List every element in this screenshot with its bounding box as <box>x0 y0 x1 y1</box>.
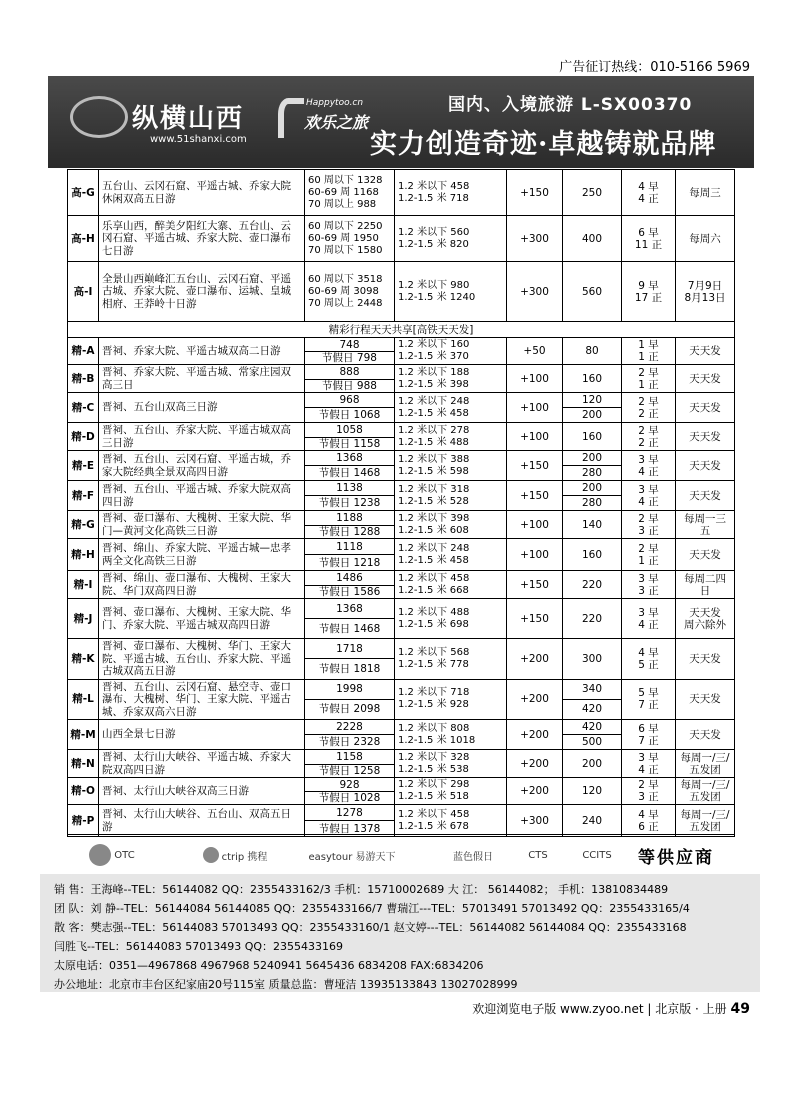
tour-code: 精-D <box>68 423 99 451</box>
globe-icon <box>70 96 128 138</box>
child-price-line: 1.2 米以下 980 <box>398 279 470 291</box>
slogan: 实力创造奇迹·卓越铸就品牌 <box>370 129 717 160</box>
tour-route: 全景山西巅峰汇五台山、云冈石窟、平遥古城、乔家大院、壶口瀑布、运城、皇城相府、王莽岭十日游 <box>99 262 305 322</box>
tour-row <box>68 216 735 262</box>
child-price-line: 1.2-1.5 米 598 <box>398 465 469 477</box>
departure-schedule: 天天发 <box>676 720 735 750</box>
child-price <box>395 539 507 571</box>
price-diff: +200 <box>507 679 563 720</box>
holiday-price: 节假日 1068 <box>305 408 395 423</box>
meals: 6 早 7 正 <box>622 720 676 750</box>
tour-code: 精-F <box>68 481 99 511</box>
tour-price: 748 <box>305 338 395 352</box>
tour-route: 晋祠、壶口瀑布、大槐树、王家大院、华门、乔家大院、平遥古城双高四日游 <box>99 599 305 639</box>
holiday-price: 节假日 1468 <box>305 619 395 639</box>
tour-route: 晋祠、壶口瀑布、大槐树、华门、王家大院、平遥古城、五台山、乔家大院、平遥古城双高五日游 <box>99 639 305 680</box>
tour-row <box>68 805 735 821</box>
holiday-price: 节假日 1028 <box>305 792 395 805</box>
tour-row <box>68 338 735 352</box>
child-price <box>395 481 507 511</box>
tour-row <box>68 539 735 555</box>
child-price <box>395 805 507 837</box>
price-diff: +200 <box>507 639 563 680</box>
departure-schedule: 天天发 <box>676 679 735 720</box>
price-diff: +100 <box>507 539 563 571</box>
child-price <box>395 778 507 805</box>
contact-sales: 销 售：王海峰--TEL：56144082 QQ：2355433162/3 手机：15710002689 大 江： 56144082； 手机：13810834489 <box>54 883 669 896</box>
price-diff: +150 <box>507 451 563 481</box>
child-price-line: 1.2 米以下 488 <box>398 606 470 618</box>
child-price <box>395 571 507 599</box>
ccits-logo: CCITS <box>582 849 612 861</box>
tour-route: 乐享山西，醉美夕阳红大寨、五台山、云冈石窟、平遥古城、乔家大院、壶口瀑布七日游 <box>99 216 305 262</box>
holiday-price: 节假日 1258 <box>305 764 395 777</box>
holiday-price: 节假日 2098 <box>305 699 395 719</box>
price-diff: +300 <box>507 805 563 837</box>
single-supplement-alt: 200 <box>563 408 622 423</box>
child-price <box>395 262 507 322</box>
meals: 2 早 2 正 <box>622 423 676 451</box>
single-supplement: 200 <box>563 451 622 466</box>
single-supplement: 220 <box>563 571 622 599</box>
single-supplement: 340 <box>563 679 622 699</box>
departure-schedule: 每周一三五 <box>676 511 735 539</box>
tour-row <box>68 481 735 496</box>
tour-code: 精-O <box>68 778 99 805</box>
tour-code: 高-G <box>68 170 99 216</box>
child-price-line: 1.2 米以下 568 <box>398 646 470 658</box>
price-diff: +150 <box>507 599 563 639</box>
logo-text: 纵横山西 <box>132 104 245 134</box>
child-price <box>395 679 507 720</box>
tour-price: 1158 <box>305 750 395 765</box>
page-footer <box>472 1000 750 1017</box>
meals: 2 早 3 正 <box>622 511 676 539</box>
tour-price: 1368 <box>305 451 395 466</box>
child-price-line: 1.2-1.5 米 458 <box>398 407 469 419</box>
contact-address: 办公地址：北京市丰台区纪家庙20号115室 质量总监：曹垭洁 13935133843 13027028999 <box>54 978 518 991</box>
price-diff: +300 <box>507 262 563 322</box>
child-price-line: 1.2-1.5 米 398 <box>398 378 469 390</box>
tour-route: 晋祠、乔家大院、平遥古城、常家庄园双高三日 <box>99 365 305 393</box>
otc-icon <box>89 844 111 866</box>
tour-row <box>68 639 735 659</box>
child-price-line: 1.2 米以下 318 <box>398 483 470 495</box>
price-diff: +200 <box>507 720 563 750</box>
child-price <box>395 750 507 778</box>
child-price-line: 1.2-1.5 米 1240 <box>398 291 476 303</box>
tour-code: 精-E <box>68 451 99 481</box>
price-tier: 70 周以上 2448 <box>308 297 383 309</box>
tour-price: 1278 <box>305 805 395 821</box>
tour-price-tiers <box>305 170 395 216</box>
child-price-line: 1.2 米以下 298 <box>398 779 470 790</box>
tour-price: 1188 <box>305 511 395 526</box>
single-supplement-alt: 280 <box>563 466 622 481</box>
supplier-logos <box>67 834 734 872</box>
tour-price: 1138 <box>305 481 395 496</box>
meals: 2 早 1 正 <box>622 365 676 393</box>
child-price-line: 1.2-1.5 米 608 <box>398 524 469 536</box>
child-price <box>395 338 507 365</box>
tour-code: 精-J <box>68 599 99 639</box>
holiday-price: 节假日 1288 <box>305 525 395 538</box>
tour-row <box>68 423 735 438</box>
child-price-line: 1.2-1.5 米 528 <box>398 495 469 507</box>
child-price <box>395 216 507 262</box>
price-diff: +200 <box>507 750 563 778</box>
holiday-price: 节假日 798 <box>305 352 395 365</box>
tour-route: 山西全景七日游 <box>99 720 305 750</box>
ctrip-logo: ctrip 携程 <box>195 843 275 867</box>
single-supplement: 420 <box>563 720 622 735</box>
otc-logo: OTC <box>77 843 147 867</box>
holiday-price: 节假日 1468 <box>305 466 395 481</box>
single-supplement: 250 <box>563 170 622 216</box>
tour-route: 晋祠、太行山大峡谷、平遥古城、乔家大院双高四日游 <box>99 750 305 778</box>
tour-code: 精-K <box>68 639 99 680</box>
tour-price: 928 <box>305 778 395 792</box>
partner-mark-icon <box>278 98 304 138</box>
departure-schedule: 天天发 <box>676 423 735 451</box>
single-supplement-alt: 420 <box>563 699 622 719</box>
meals: 9 早 17 正 <box>622 262 676 322</box>
ctrip-icon <box>203 847 219 863</box>
header-banner <box>48 76 754 168</box>
price-tier: 60-69 周 1168 <box>308 186 379 198</box>
meals: 5 早 7 正 <box>622 679 676 720</box>
tour-row <box>68 571 735 586</box>
child-price-line: 1.2-1.5 米 518 <box>398 791 469 802</box>
tour-price: 1998 <box>305 679 395 699</box>
tour-route: 晋祠、五台山、乔家大院、平遥古城双高三日游 <box>99 423 305 451</box>
tour-row <box>68 750 735 765</box>
meals: 4 早 5 正 <box>622 639 676 680</box>
cts-logo: CTS <box>528 849 548 861</box>
child-price-line: 1.2-1.5 米 458 <box>398 554 469 566</box>
tour-route: 晋祠、壶口瀑布、大槐树、王家大院、华门—黄河文化高铁三日游 <box>99 511 305 539</box>
contact-individual-2: 闫胜飞--TEL：56144083 57013493 QQ：2355433169 <box>54 940 344 953</box>
price-diff: +150 <box>507 481 563 511</box>
tour-price: 1058 <box>305 423 395 438</box>
page-number: 49 <box>730 1001 750 1017</box>
footer-text: 欢迎浏览电子版 www.zyoo.net | 北京版 · 上册 <box>472 1002 727 1016</box>
departure-schedule: 天天发 <box>676 393 735 423</box>
single-supplement: 160 <box>563 423 622 451</box>
child-price <box>395 599 507 639</box>
single-supplement: 140 <box>563 511 622 539</box>
departure-schedule: 每周一/三/ 五发团 <box>676 750 735 778</box>
tour-code: 精-A <box>68 338 99 365</box>
tour-route: 晋祠、太行山大峡谷双高三日游 <box>99 778 305 805</box>
price-diff: +100 <box>507 393 563 423</box>
partner-en: Happytoo.cn <box>306 98 364 108</box>
price-diff: +200 <box>507 778 563 805</box>
meals: 4 早 6 正 <box>622 805 676 837</box>
child-price <box>395 423 507 451</box>
holiday-price: 节假日 1158 <box>305 437 395 450</box>
tour-route: 晋祠、五台山、云冈石窟、悬空寺、壶口瀑布、大槐树、华门、王家大院、平遥古城、乔家双高六日游 <box>99 679 305 720</box>
price-diff: +150 <box>507 571 563 599</box>
holiday-price: 节假日 2328 <box>305 735 395 750</box>
single-supplement: 200 <box>563 481 622 496</box>
tour-row <box>68 451 735 466</box>
child-price-line: 1.2 米以下 458 <box>398 808 470 820</box>
child-price-line: 1.2 米以下 160 <box>398 339 470 350</box>
tour-row <box>68 393 735 408</box>
logo-url: www.51shanxi.com <box>150 134 247 145</box>
child-price <box>395 365 507 393</box>
child-price-line: 1.2-1.5 米 678 <box>398 820 469 832</box>
single-supplement: 120 <box>563 393 622 408</box>
brand-logo <box>70 90 260 150</box>
child-price <box>395 393 507 423</box>
partner-cn: 欢乐之旅 <box>304 113 369 132</box>
price-tier: 70 周以下 1580 <box>308 244 383 256</box>
price-tier: 60-69 周 3098 <box>308 285 379 297</box>
price-diff: +50 <box>507 338 563 365</box>
holiday-price: 节假日 1378 <box>305 821 395 837</box>
meals: 4 早 4 正 <box>622 170 676 216</box>
child-price-line: 1.2-1.5 米 928 <box>398 699 469 711</box>
contact-taiyuan: 太原电话：0351—4967868 4967968 5240941 5645436 6834208 FAX:6834206 <box>54 959 484 972</box>
tour-price: 2228 <box>305 720 395 735</box>
price-tier: 70 周以上 988 <box>308 198 377 210</box>
price-tier: 60-69 周 1950 <box>308 232 379 244</box>
blue-holiday-logo: 蓝色假日 <box>453 851 493 863</box>
child-price-line: 1.2 米以下 808 <box>398 722 470 734</box>
child-price <box>395 511 507 539</box>
tour-price: 968 <box>305 393 395 408</box>
price-diff: +300 <box>507 216 563 262</box>
meals: 6 早 11 正 <box>622 216 676 262</box>
contact-individual: 散 客：樊志强--TEL：56144083 57013493 QQ：2355433160/1 赵文婷---TEL：56144082 56144084 QQ：2355433168 <box>54 921 687 934</box>
child-price <box>395 170 507 216</box>
child-price-line: 1.2 米以下 560 <box>398 226 470 238</box>
child-price-line: 1.2 米以下 248 <box>398 542 470 554</box>
meals: 2 早 3 正 <box>622 778 676 805</box>
single-supplement: 200 <box>563 750 622 778</box>
child-price-line: 1.2 米以下 388 <box>398 453 470 465</box>
tour-code: 精-C <box>68 393 99 423</box>
child-price-line: 1.2 米以下 398 <box>398 512 470 524</box>
price-diff: +100 <box>507 365 563 393</box>
tour-code: 精-L <box>68 679 99 720</box>
single-supplement: 220 <box>563 599 622 639</box>
child-price-line: 1.2 米以下 718 <box>398 687 470 699</box>
single-supplement: 300 <box>563 639 622 680</box>
departure-schedule: 天天发 <box>676 481 735 511</box>
departure-schedule: 天天发 周六除外 <box>676 599 735 639</box>
tour-price: 888 <box>305 365 395 380</box>
section-title: 精彩行程天天共享[高铁天天发] <box>68 322 735 338</box>
tour-route: 晋祠、五台山、平遥古城、乔家大院双高四日游 <box>99 481 305 511</box>
departure-schedule: 每周一/三/ 五发团 <box>676 778 735 805</box>
meals: 3 早 3 正 <box>622 571 676 599</box>
tour-price: 1718 <box>305 639 395 659</box>
child-price <box>395 720 507 750</box>
tour-route: 晋祠、五台山、云冈石窟、平遥古城，乔家大院经典全景双高四日游 <box>99 451 305 481</box>
tour-code: 精-N <box>68 750 99 778</box>
meals: 1 早 1 正 <box>622 338 676 365</box>
child-price-line: 1.2-1.5 米 718 <box>398 192 469 204</box>
departure-schedule: 7月9日 8月13日 <box>676 262 735 322</box>
departure-schedule: 每周六 <box>676 216 735 262</box>
child-price-line: 1.2 米以下 458 <box>398 572 470 584</box>
easytour-logo: easytour 易游天下 <box>308 851 396 863</box>
single-supplement: 560 <box>563 262 622 322</box>
single-supplement-alt: 280 <box>563 496 622 511</box>
child-price-line: 1.2 米以下 248 <box>398 395 470 407</box>
single-supplement: 240 <box>563 805 622 837</box>
price-tier: 60 周以下 3518 <box>308 273 383 285</box>
tour-row <box>68 511 735 526</box>
single-supplement: 160 <box>563 365 622 393</box>
contact-info <box>40 874 760 992</box>
price-tier: 60 周以下 1328 <box>308 174 383 186</box>
tour-code: 精-M <box>68 720 99 750</box>
tour-route: 五台山、云冈石窟、平遥古城、乔家大院休闲双高五日游 <box>99 170 305 216</box>
meals: 3 早 4 正 <box>622 451 676 481</box>
tour-code: 高-H <box>68 216 99 262</box>
tour-row <box>68 365 735 380</box>
supplier-label: 等供应商 <box>638 848 714 868</box>
price-diff: +100 <box>507 423 563 451</box>
meals: 3 早 4 正 <box>622 599 676 639</box>
holiday-price: 节假日 1818 <box>305 659 395 679</box>
single-supplement: 120 <box>563 778 622 805</box>
child-price-line: 1.2-1.5 米 820 <box>398 238 469 250</box>
license-subtitle: 国内、入境旅游 L-SX00370 <box>448 95 693 115</box>
tour-route: 晋祠、绵山、壶口瀑布、大槐树、王家大院、华门双高四日游 <box>99 571 305 599</box>
single-supplement-alt: 500 <box>563 735 622 750</box>
ad-hotline: 广告征订热线：010-5166 5969 <box>559 60 750 75</box>
tour-row <box>68 170 735 216</box>
tour-route: 晋祠、乔家大院、平遥古城双高二日游 <box>99 338 305 365</box>
child-price-line: 1.2 米以下 458 <box>398 180 470 192</box>
tour-row <box>68 679 735 699</box>
tour-price-tiers <box>305 216 395 262</box>
tour-row <box>68 720 735 735</box>
child-price-line: 1.2-1.5 米 370 <box>398 351 469 362</box>
tour-code: 精-G <box>68 511 99 539</box>
tour-price-tiers <box>305 262 395 322</box>
meals: 3 早 4 正 <box>622 481 676 511</box>
child-price-line: 1.2-1.5 米 668 <box>398 584 469 596</box>
departure-schedule: 每周三 <box>676 170 735 216</box>
child-price <box>395 451 507 481</box>
departure-schedule: 天天发 <box>676 539 735 571</box>
tour-code: 精-H <box>68 539 99 571</box>
departure-schedule: 每周二四日 <box>676 571 735 599</box>
tour-row <box>68 599 735 619</box>
holiday-price: 节假日 1238 <box>305 496 395 511</box>
tour-row <box>68 778 735 792</box>
child-price-line: 1.2-1.5 米 778 <box>398 658 469 670</box>
price-diff: +100 <box>507 511 563 539</box>
child-price-line: 1.2-1.5 米 538 <box>398 763 469 775</box>
holiday-price: 节假日 1218 <box>305 555 395 571</box>
tour-code: 精-B <box>68 365 99 393</box>
holiday-price: 节假日 1586 <box>305 585 395 598</box>
tour-code: 高-I <box>68 262 99 322</box>
tour-price-table <box>67 169 735 837</box>
departure-schedule: 天天发 <box>676 639 735 680</box>
departure-schedule: 天天发 <box>676 451 735 481</box>
tour-route: 晋祠、五台山双高三日游 <box>99 393 305 423</box>
child-price-line: 1.2-1.5 米 698 <box>398 618 469 630</box>
meals: 2 早 1 正 <box>622 539 676 571</box>
tour-route: 晋祠、太行山大峡谷、五台山、双高五日游 <box>99 805 305 837</box>
departure-schedule: 天天发 <box>676 338 735 365</box>
meals: 2 早 2 正 <box>622 393 676 423</box>
departure-schedule: 天天发 <box>676 365 735 393</box>
tour-route: 晋祠、绵山、乔家大院、平遥古城—忠孝两全文化高铁三日游 <box>99 539 305 571</box>
child-price <box>395 639 507 680</box>
tour-code: 精-I <box>68 571 99 599</box>
price-diff: +150 <box>507 170 563 216</box>
tour-row <box>68 262 735 322</box>
child-price-line: 1.2 米以下 188 <box>398 366 470 378</box>
single-supplement: 80 <box>563 338 622 365</box>
tour-code: 精-P <box>68 805 99 837</box>
holiday-price: 节假日 988 <box>305 379 395 392</box>
departure-schedule: 每周一/三/ 五发团 <box>676 805 735 837</box>
single-supplement: 400 <box>563 216 622 262</box>
tour-price: 1118 <box>305 539 395 555</box>
contact-group: 团 队：刘 静--TEL：56144084 56144085 QQ：2355433166/7 曹瑞江---TEL：57013491 57013492 QQ：2355433165/4 <box>54 902 690 915</box>
meals: 3 早 4 正 <box>622 750 676 778</box>
single-supplement: 160 <box>563 539 622 571</box>
tour-price: 1368 <box>305 599 395 619</box>
child-price-line: 1.2 米以下 278 <box>398 424 470 436</box>
tour-price: 1486 <box>305 571 395 586</box>
child-price-line: 1.2 米以下 328 <box>398 751 470 763</box>
child-price-line: 1.2-1.5 米 1018 <box>398 734 476 746</box>
child-price-line: 1.2-1.5 米 488 <box>398 436 469 448</box>
price-tier: 60 周以下 2250 <box>308 220 383 232</box>
